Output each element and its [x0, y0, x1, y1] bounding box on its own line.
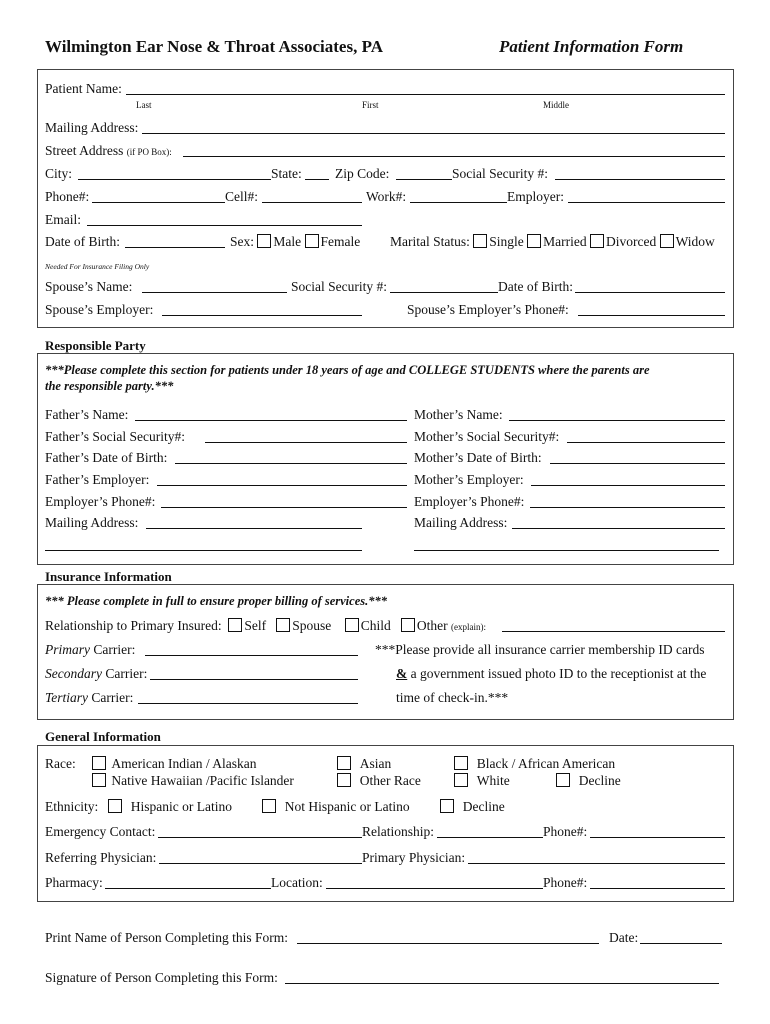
id-note-1: ***Please provide all insurance carrier membership ID cards: [375, 642, 705, 657]
race-asian: Asian: [337, 756, 391, 772]
ethnicity-not-hispanic: Not Hispanic or Latino: [262, 799, 410, 815]
street-address-label: Street Address (if PO Box):: [45, 143, 172, 158]
insurance-note: *** Please complete in full to ensure proper billing of services.***: [45, 594, 387, 608]
general-heading: General Information: [45, 729, 161, 744]
id-note-3: time of check-in.***: [396, 690, 509, 705]
cell-field[interactable]: [262, 202, 362, 203]
primary-carrier-label: Primary Carrier:: [45, 642, 136, 657]
spouse-employer-phone-field[interactable]: [578, 315, 725, 316]
father-ssn-field[interactable]: [205, 442, 407, 443]
signature-label: Signature of Person Completing this Form:: [45, 970, 278, 985]
spouse-employer-phone-label: Spouse’s Employer’s Phone#:: [407, 302, 569, 317]
responsible-note-1: ***Please complete this section for patients under 18 years of age and COLLEGE STUDENTS where the parents are: [45, 363, 650, 377]
mother-employer-field[interactable]: [531, 485, 725, 486]
ssn-field[interactable]: [555, 179, 725, 180]
mother-employer-label: Mother’s Employer:: [414, 472, 524, 487]
mother-mailing-field-2[interactable]: [414, 550, 719, 551]
secondary-carrier-field[interactable]: [150, 679, 358, 680]
mother-ssn-label: Mother’s Social Security#:: [414, 429, 560, 444]
dob-field[interactable]: [125, 247, 225, 248]
pharmacy-field[interactable]: [105, 888, 271, 889]
primary-physician-label: Primary Physician:: [362, 850, 466, 865]
self-checkbox[interactable]: [228, 618, 242, 632]
race-nhpi: Native Hawaiian /Pacific Islander: [92, 773, 294, 789]
location-label: Location:: [271, 875, 323, 890]
father-employer-label: Father’s Employer:: [45, 472, 150, 487]
spouse-ssn-label: Social Security #:: [291, 279, 387, 294]
emergency-phone-field[interactable]: [590, 837, 725, 838]
email-field[interactable]: [87, 225, 362, 226]
employer-label: Employer:: [507, 189, 564, 204]
ethnicity-label: Ethnicity:: [45, 799, 99, 814]
race-aian: American Indian / Alaskan: [92, 756, 256, 772]
black-checkbox[interactable]: [454, 756, 468, 770]
ethnicity-decline-checkbox[interactable]: [440, 799, 454, 813]
not-hispanic-checkbox[interactable]: [262, 799, 276, 813]
emergency-contact-field[interactable]: [158, 837, 362, 838]
print-name-field[interactable]: [297, 943, 599, 944]
father-employer-field[interactable]: [157, 485, 407, 486]
mother-mailing-label: Mailing Address:: [414, 515, 508, 530]
tertiary-carrier-field[interactable]: [138, 703, 358, 704]
city-label: City:: [45, 166, 73, 181]
signature-field[interactable]: [285, 983, 719, 984]
female-checkbox[interactable]: [305, 234, 319, 248]
ethnicity-hispanic: Hispanic or Latino: [108, 799, 232, 815]
dob-label: Date of Birth:: [45, 234, 120, 249]
father-employer-phone-label: Employer’s Phone#:: [45, 494, 156, 509]
id-note-2: & a government issued photo ID to the receptionist at the: [396, 666, 707, 681]
mother-employer-phone-field[interactable]: [530, 507, 725, 508]
aian-checkbox[interactable]: [92, 756, 106, 770]
mother-employer-phone-label: Employer’s Phone#:: [414, 494, 525, 509]
date-field[interactable]: [640, 943, 722, 944]
primary-physician-field[interactable]: [468, 863, 725, 864]
zip-label: Zip Code:: [335, 166, 390, 181]
spouse-name-field[interactable]: [142, 292, 287, 293]
other-explain-field[interactable]: [502, 631, 725, 632]
middle-sublabel: Middle: [543, 100, 569, 110]
white-checkbox[interactable]: [454, 773, 468, 787]
mother-name-field[interactable]: [509, 420, 725, 421]
male-checkbox[interactable]: [257, 234, 271, 248]
father-ssn-label: Father’s Social Security#:: [45, 429, 185, 444]
tertiary-carrier-label: Tertiary Carrier:: [45, 690, 134, 705]
race-other: Other Race: [337, 773, 421, 789]
emergency-contact-label: Emergency Contact:: [45, 824, 156, 839]
other-race-checkbox[interactable]: [337, 773, 351, 787]
pharmacy-label: Pharmacy:: [45, 875, 103, 890]
last-sublabel: Last: [136, 100, 152, 110]
form-title: Patient Information Form: [499, 37, 684, 56]
single-checkbox[interactable]: [473, 234, 487, 248]
first-sublabel: First: [362, 100, 379, 110]
ethnicity-decline: Decline: [440, 799, 505, 815]
other-checkbox[interactable]: [401, 618, 415, 632]
spouse-checkbox[interactable]: [276, 618, 290, 632]
spouse-employer-field[interactable]: [162, 315, 362, 316]
patient-name-label: Patient Name:: [45, 81, 122, 96]
location-field[interactable]: [326, 888, 543, 889]
father-dob-field[interactable]: [175, 463, 407, 464]
marital-status-group: Marital Status: Single Married Divorced Widow: [390, 234, 715, 249]
referring-physician-label: Referring Physician:: [45, 850, 157, 865]
state-label: State:: [271, 166, 302, 181]
employer-field[interactable]: [568, 202, 725, 203]
nhpi-checkbox[interactable]: [92, 773, 106, 787]
mother-dob-label: Mother’s Date of Birth:: [414, 450, 542, 465]
race-decline-checkbox[interactable]: [556, 773, 570, 787]
emergency-phone-label: Phone#:: [543, 824, 588, 839]
mailing-address-label: Mailing Address:: [45, 120, 139, 135]
zip-field[interactable]: [396, 179, 452, 180]
needed-note: Needed For Insurance Filing Only: [45, 262, 150, 271]
patient-name-field[interactable]: [126, 94, 725, 95]
secondary-carrier-label: Secondary Carrier:: [45, 666, 148, 681]
father-name-label: Father’s Name:: [45, 407, 129, 422]
mother-name-label: Mother’s Name:: [414, 407, 503, 422]
mailing-address-field[interactable]: [142, 133, 725, 134]
primary-carrier-field[interactable]: [145, 655, 358, 656]
relationship-label: Relationship:: [362, 824, 434, 839]
responsible-party-heading: Responsible Party: [45, 338, 146, 353]
spouse-dob-field[interactable]: [575, 292, 725, 293]
date-label: Date:: [609, 930, 639, 945]
mother-dob-field[interactable]: [550, 463, 725, 464]
father-dob-label: Father’s Date of Birth:: [45, 450, 168, 465]
spouse-dob-label: Date of Birth:: [498, 279, 573, 294]
race-white: White: [454, 773, 510, 789]
pharmacy-phone-field[interactable]: [590, 888, 725, 889]
phone-field[interactable]: [92, 202, 225, 203]
race-black: Black / African American: [454, 756, 615, 772]
mother-ssn-field[interactable]: [567, 442, 725, 443]
referring-physician-field[interactable]: [159, 863, 362, 864]
relationship-group: Relationship to Primary Insured: Self Spouse Child Other (explain):: [45, 618, 487, 633]
phone-label: Phone#:: [45, 189, 90, 204]
city-field[interactable]: [78, 179, 271, 180]
insurance-heading: Insurance Information: [45, 569, 172, 584]
street-address-field[interactable]: [183, 156, 725, 157]
spouse-name-label: Spouse’s Name:: [45, 279, 133, 294]
spouse-employer-label: Spouse’s Employer:: [45, 302, 154, 317]
work-label: Work#:: [366, 189, 407, 204]
ssn-label: Social Security #:: [452, 166, 548, 181]
print-name-label: Print Name of Person Completing this Form:: [45, 930, 288, 945]
asian-checkbox[interactable]: [337, 756, 351, 770]
state-field[interactable]: [305, 179, 329, 180]
sex-label: Sex: Male Female: [230, 234, 361, 249]
email-label: Email:: [45, 212, 81, 227]
divorced-checkbox[interactable]: [590, 234, 604, 248]
father-employer-phone-field[interactable]: [161, 507, 407, 508]
cell-label: Cell#:: [225, 189, 258, 204]
spouse-ssn-field[interactable]: [390, 292, 498, 293]
father-mailing-field[interactable]: [146, 528, 362, 529]
father-name-field[interactable]: [135, 420, 407, 421]
father-mailing-field-2[interactable]: [45, 550, 362, 551]
child-checkbox[interactable]: [345, 618, 359, 632]
hispanic-checkbox[interactable]: [108, 799, 122, 813]
race-label: Race:: [45, 756, 76, 771]
relationship-field[interactable]: [437, 837, 543, 838]
mother-mailing-field[interactable]: [512, 528, 725, 529]
race-decline: Decline: [556, 773, 621, 789]
married-checkbox[interactable]: [527, 234, 541, 248]
father-mailing-label: Mailing Address:: [45, 515, 139, 530]
widow-checkbox[interactable]: [660, 234, 674, 248]
work-field[interactable]: [410, 202, 507, 203]
org-name: Wilmington Ear Nose & Throat Associates, PA: [45, 37, 383, 56]
pharmacy-phone-label: Phone#:: [543, 875, 588, 890]
responsible-note-2: the responsible party.***: [45, 379, 174, 393]
